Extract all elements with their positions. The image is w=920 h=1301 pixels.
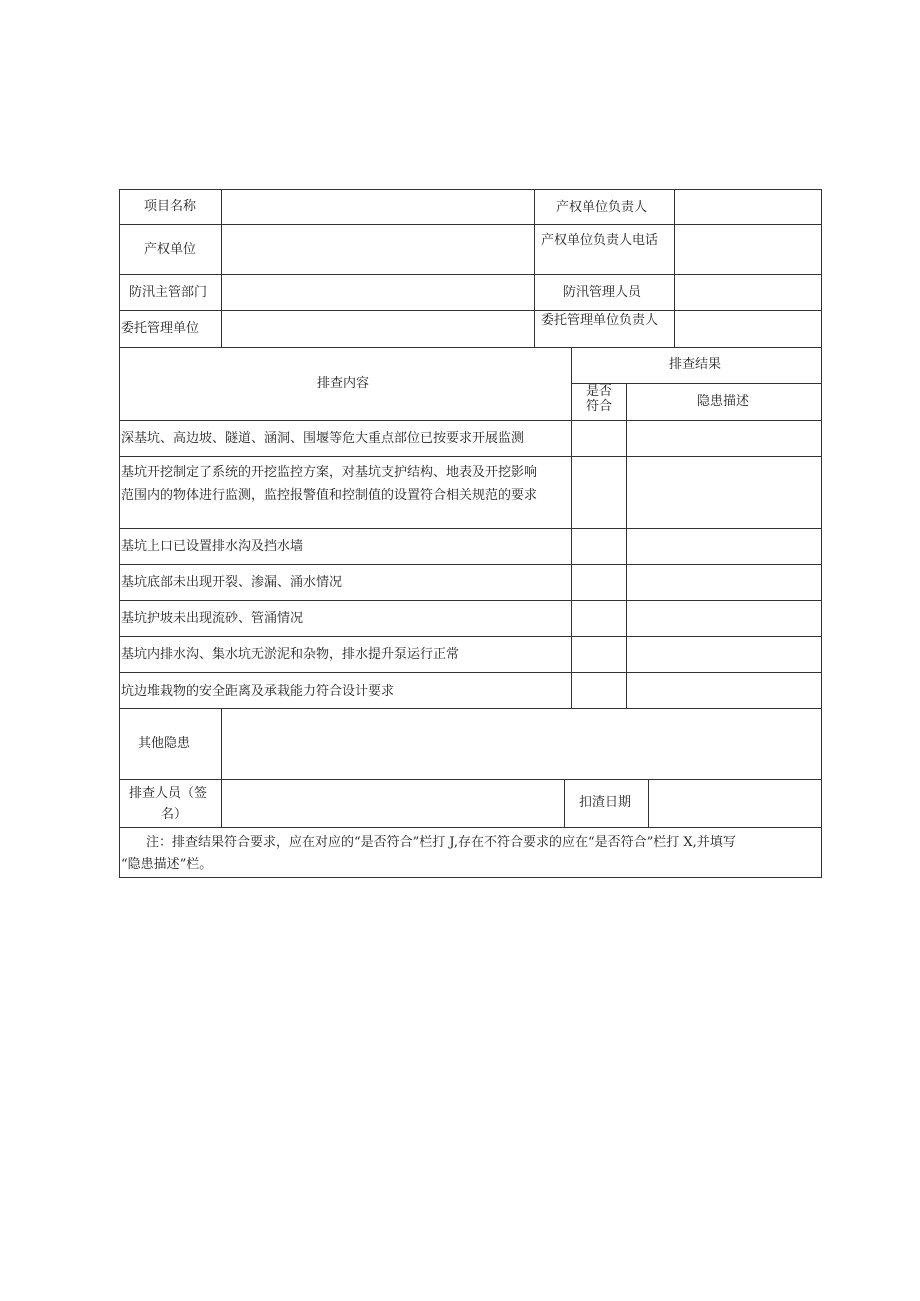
row-divider xyxy=(119,636,822,637)
row-divider xyxy=(119,420,822,421)
form-border-right xyxy=(821,189,822,878)
row-divider xyxy=(119,528,822,529)
check-item-5: 基坑护坡未出现流砂、管涌情况 xyxy=(121,611,304,626)
row-divider xyxy=(119,827,822,828)
owner-unit-label: 产权单位 xyxy=(144,242,197,257)
row-divider xyxy=(119,274,822,275)
col-divider xyxy=(221,189,222,347)
col-divider xyxy=(564,779,565,828)
check-item-3: 基坑上口已设置排水沟及挡水墙 xyxy=(121,539,304,554)
other-hazards-label: 其他隐患 xyxy=(138,736,191,751)
form-border-left xyxy=(119,189,120,878)
content-header: 排查内容 xyxy=(317,376,370,391)
check-item-2-line2: 范围内的物体进行监测，监控报警值和控制值的设置符合相关规范的要求 xyxy=(121,488,538,503)
check-item-7: 坑边堆栽物的安全距离及承栽能力符合设计要求 xyxy=(121,684,395,699)
note-line2: “隐患描述”栏。 xyxy=(121,857,213,872)
row-divider xyxy=(119,600,822,601)
check-item-6: 基坑内排水沟、集水坑无淤泥和杂物，排水提升泵运行正常 xyxy=(121,647,460,662)
row-divider xyxy=(119,224,822,225)
row-divider xyxy=(119,456,822,457)
check-item-4: 基坑底部未出现开裂、渗漏、涌水情况 xyxy=(121,575,343,590)
result-header: 排查结果 xyxy=(669,357,722,372)
compliance-header-line1: 是否 xyxy=(586,384,613,399)
entrusted-head-label: 委托管理单位负责人 xyxy=(541,313,659,328)
check-item-1: 深基坑、高边坡、隧道、涵洞、围堰等危大重点部位已按要求开展监测 xyxy=(121,431,525,446)
inspector-label-line2: 名） xyxy=(161,807,188,822)
col-divider xyxy=(626,383,627,709)
row-divider xyxy=(119,347,822,348)
entrusted-unit-label: 委托管理单位 xyxy=(121,321,200,336)
hazard-desc-header: 隐患描述 xyxy=(697,394,750,409)
project-name-label: 项目名称 xyxy=(144,199,197,214)
col-divider xyxy=(648,779,649,828)
date-label: 扣渣日期 xyxy=(579,795,632,810)
check-item-2-line1: 基坑开挖制定了系统的开挖监控方案，对基坑支护结构、地表及开挖影响 xyxy=(121,465,538,480)
note-line1: 注：排查结果符合要求，应在对应的“是否符合”栏打 J,存在不符合要求的应在“是否符合”栏打 X,并填写 xyxy=(146,835,736,850)
col-divider xyxy=(534,189,535,347)
row-divider xyxy=(119,672,822,673)
form-border-bottom xyxy=(119,877,822,878)
col-divider xyxy=(674,189,675,347)
col-divider xyxy=(221,708,222,828)
flood-manager-label: 防汛管理人员 xyxy=(563,285,642,300)
row-divider xyxy=(119,708,822,709)
flood-dept-label: 防汛主管部门 xyxy=(129,285,208,300)
row-divider xyxy=(119,779,822,780)
row-divider xyxy=(119,310,822,311)
inspector-label-line1: 排查人员（签 xyxy=(129,786,208,801)
form-border-top xyxy=(119,189,822,190)
owner-head-phone-label: 产权单位负责人电话 xyxy=(541,233,659,248)
compliance-header-line2: 符合 xyxy=(586,399,613,414)
owner-head-label: 产权单位负责人 xyxy=(556,200,648,215)
row-divider xyxy=(119,564,822,565)
